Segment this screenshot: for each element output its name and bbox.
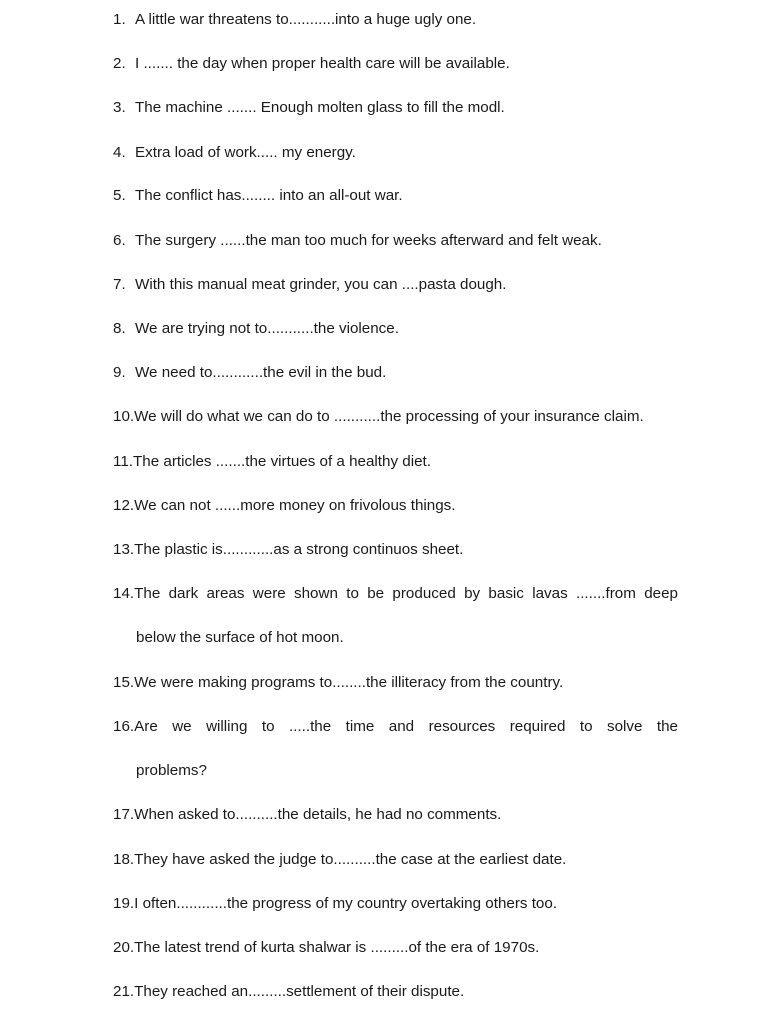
question-number: 7. xyxy=(113,276,126,293)
question-number: 17. xyxy=(113,806,135,823)
question-text: The latest trend of kurta shalwar is .........of the era of 1970s. xyxy=(134,939,540,956)
question-number: 21. xyxy=(113,983,135,1000)
question-3 xyxy=(113,86,678,130)
question-number: 13. xyxy=(113,541,135,558)
question-13 xyxy=(113,528,678,572)
question-1 xyxy=(113,0,678,42)
question-number: 11. xyxy=(113,453,133,470)
question-4 xyxy=(113,131,678,175)
question-20 xyxy=(113,926,678,970)
question-number: 14. xyxy=(113,585,135,602)
question-21 xyxy=(113,970,678,1014)
question-number: 18. xyxy=(113,851,135,868)
question-text: They have asked the judge to..........the case at the earliest date. xyxy=(134,851,567,868)
question-text: Extra load of work..... my energy. xyxy=(135,144,356,161)
question-text: The surgery ......the man too much for weeks afterward and felt weak. xyxy=(135,232,602,249)
question-text: We were making programs to........the illiteracy from the country. xyxy=(134,674,564,691)
question-number: 8. xyxy=(113,320,126,337)
question-number: 20. xyxy=(113,939,135,956)
question-12 xyxy=(113,484,678,528)
question-number: 5. xyxy=(113,187,126,204)
question-text: Are we willing to .....the time and resources required to solve the xyxy=(134,718,678,735)
question-text: We are trying not to...........the violence. xyxy=(135,320,399,337)
question-18 xyxy=(113,838,678,882)
question-text: The articles .......the virtues of a healthy diet. xyxy=(133,453,431,470)
question-17 xyxy=(113,793,678,837)
question-continuation: problems? xyxy=(136,762,207,780)
question-text: A little war threatens to...........into a huge ugly one. xyxy=(135,11,477,28)
question-number: 10. xyxy=(113,408,135,425)
question-5 xyxy=(113,174,678,218)
question-line xyxy=(113,705,678,749)
question-text: We can not ......more money on frivolous things. xyxy=(134,497,456,514)
question-text: I often............the progress of my country overtaking others too. xyxy=(134,895,558,912)
question-19 xyxy=(113,882,678,926)
question-number: 9. xyxy=(113,364,126,381)
question-number: 3. xyxy=(113,99,126,116)
question-number: 6. xyxy=(113,232,126,249)
question-number: 16. xyxy=(113,718,135,735)
question-16 xyxy=(113,705,678,794)
question-line xyxy=(113,572,678,616)
question-8 xyxy=(113,307,678,351)
question-text: We need to............the evil in the bud. xyxy=(135,364,387,381)
question-2 xyxy=(113,42,678,86)
question-text: When asked to..........the details, he had no comments. xyxy=(134,806,502,823)
question-text: With this manual meat grinder, you can ....pasta dough. xyxy=(135,276,507,293)
question-text: The dark areas were shown to be produced by basic lavas .......from deep xyxy=(134,585,678,602)
question-11 xyxy=(113,440,678,484)
question-15 xyxy=(113,661,678,705)
question-text: The plastic is............as a strong continuos sheet. xyxy=(134,541,464,558)
question-text: I ....... the day when proper health care will be available. xyxy=(135,55,510,72)
question-number: 4. xyxy=(113,144,126,161)
question-number: 2. xyxy=(113,55,126,72)
question-10 xyxy=(113,395,678,439)
question-text: The conflict has........ into an all-out war. xyxy=(135,187,403,204)
question-number: 15. xyxy=(113,674,135,691)
question-text: We will do what we can do to ...........the processing of your insurance claim. xyxy=(134,408,644,425)
question-9 xyxy=(113,351,678,395)
question-number: 1. xyxy=(113,11,126,28)
question-7 xyxy=(113,263,678,307)
question-continuation: below the surface of hot moon. xyxy=(136,629,344,647)
question-number: 19. xyxy=(113,895,135,912)
question-6 xyxy=(113,219,678,263)
question-text: The machine ....... Enough molten glass to fill the modl. xyxy=(135,99,505,116)
question-text: They reached an.........settlement of their dispute. xyxy=(134,983,465,1000)
question-number: 12. xyxy=(113,497,135,514)
question-14 xyxy=(113,572,678,661)
